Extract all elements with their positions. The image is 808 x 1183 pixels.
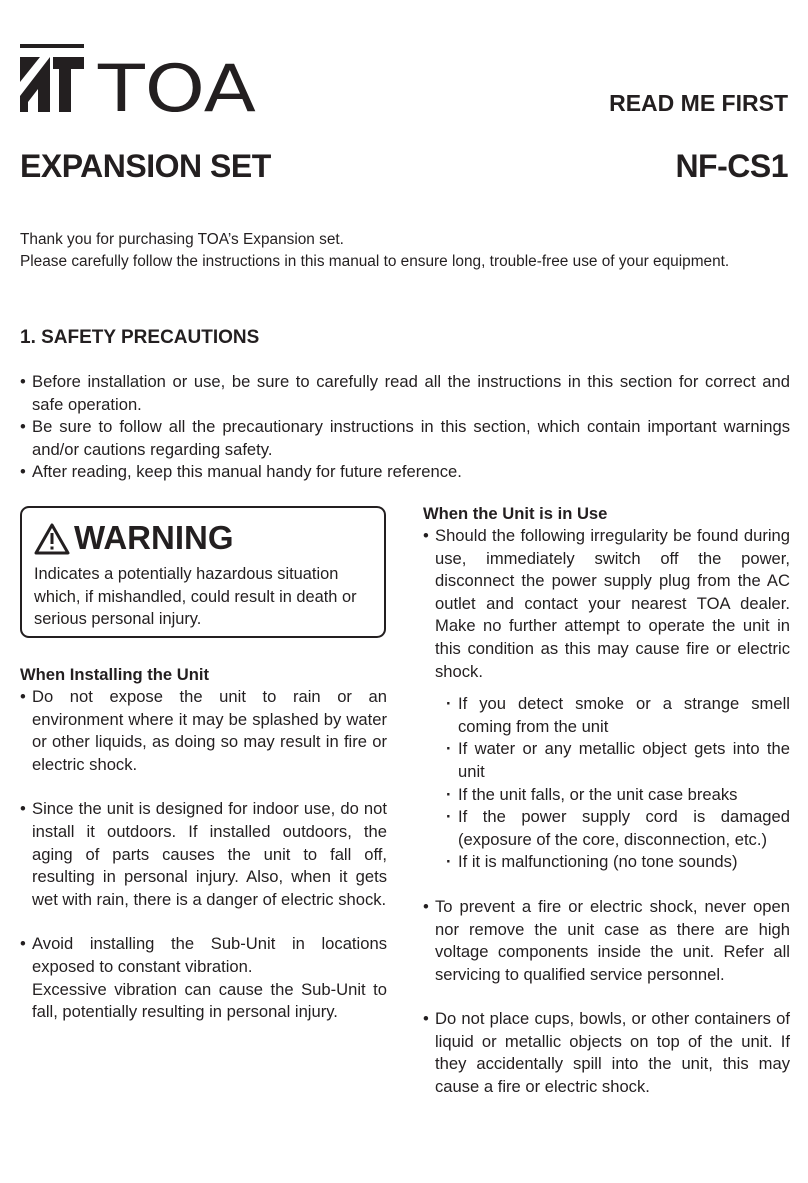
read-me-first: READ ME FIRST (609, 90, 788, 116)
intro-line-1: Thank you for purchasing TOA’s Expansion set. (20, 231, 344, 248)
list-item: · If you detect smoke or a strange smell coming from the unit (435, 693, 790, 738)
intro (20, 229, 790, 273)
list-item: • Do not place cups, bowls, or other containers of liquid or metallic objects on top of the unit. If they accidentally spill into the unit, this may cause a fire or electric shock. (423, 1008, 790, 1098)
warning-title-row (34, 516, 373, 560)
in-use-heading: When the Unit is in Use (423, 504, 608, 523)
document-title: EXPANSION SET (20, 148, 271, 184)
in-use-section (423, 503, 790, 1099)
logo-wordmark: TOA (96, 52, 256, 114)
list-item: • Since the unit is designed for indoor use, do not install it outdoors. If installed outdoors, the aging of parts causes the unit to fall off, resulting in personal injury. Also, when it gets wet with rain, there is a danger of electric shock. (20, 798, 387, 911)
warning-box (20, 506, 386, 638)
list-item (423, 525, 790, 874)
model-number: NF-CS1 (675, 148, 788, 184)
intro-line-2: Please carefully follow the instructions in this manual to ensure long, trouble-free use of your equipment. (20, 253, 730, 270)
list-item: · If the power supply cord is damaged (exposure of the core, disconnection, etc.) (435, 806, 790, 851)
vibration-line-1: • Avoid installing the Sub-Unit in locations exposed to constant vibration. (32, 934, 387, 976)
list-item: · If the unit falls, or the unit case breaks (435, 784, 790, 807)
in-use-bullets (423, 525, 790, 1099)
list-item: • To prevent a fire or electric shock, never open nor remove the unit case as there are high voltage components inside the unit. Refer all servicing to qualified service personnel. (423, 896, 790, 986)
warning-text: Indicates a potentially hazardous situation which, if mishandled, could result in death or serious personal injury. (34, 565, 357, 628)
installing-section (20, 664, 387, 1024)
list-item: • Do not expose the unit to rain or an environment where it may be splashed by water or other liquids, as doing so may result in fire or electric shock. (20, 686, 387, 776)
vibration-line-2: Excessive vibration can cause the Sub-Unit to fall, potentially resulting in personal injury. (32, 979, 387, 1022)
toa-logo (20, 44, 260, 114)
installing-heading: When Installing the Unit (20, 665, 209, 684)
section-heading: 1. SAFETY PRECAUTIONS (20, 327, 260, 348)
list-item: · If it is malfunctioning (no tone sounds) (435, 851, 790, 874)
warning-triangle-icon (34, 522, 70, 555)
warning-title: WARNING (74, 519, 234, 556)
installing-bullets (20, 686, 387, 1024)
list-item: • Be sure to follow all the precautionary instructions in this section, which contain important warnings and/or cautions regarding safety. (20, 416, 790, 461)
irregularity-list (435, 693, 790, 874)
list-item: · If water or any metallic object gets into the unit (435, 738, 790, 783)
safety-bullets (20, 371, 790, 484)
list-item: • After reading, keep this manual handy for future reference. (20, 461, 790, 484)
in-use-first-text: • Should the following irregularity be found during use, immediately switch off the power, disconnect the power supply plug from the AC outlet and contact your nearest TOA dealer. Make no further attempt to operate the unit in this condition as this may cause fire or electric shock. (435, 526, 790, 681)
list-item: • Before installation or use, be sure to carefully read all the instructions in this section for correct and safe operation. (20, 371, 790, 416)
list-item (20, 933, 387, 1023)
